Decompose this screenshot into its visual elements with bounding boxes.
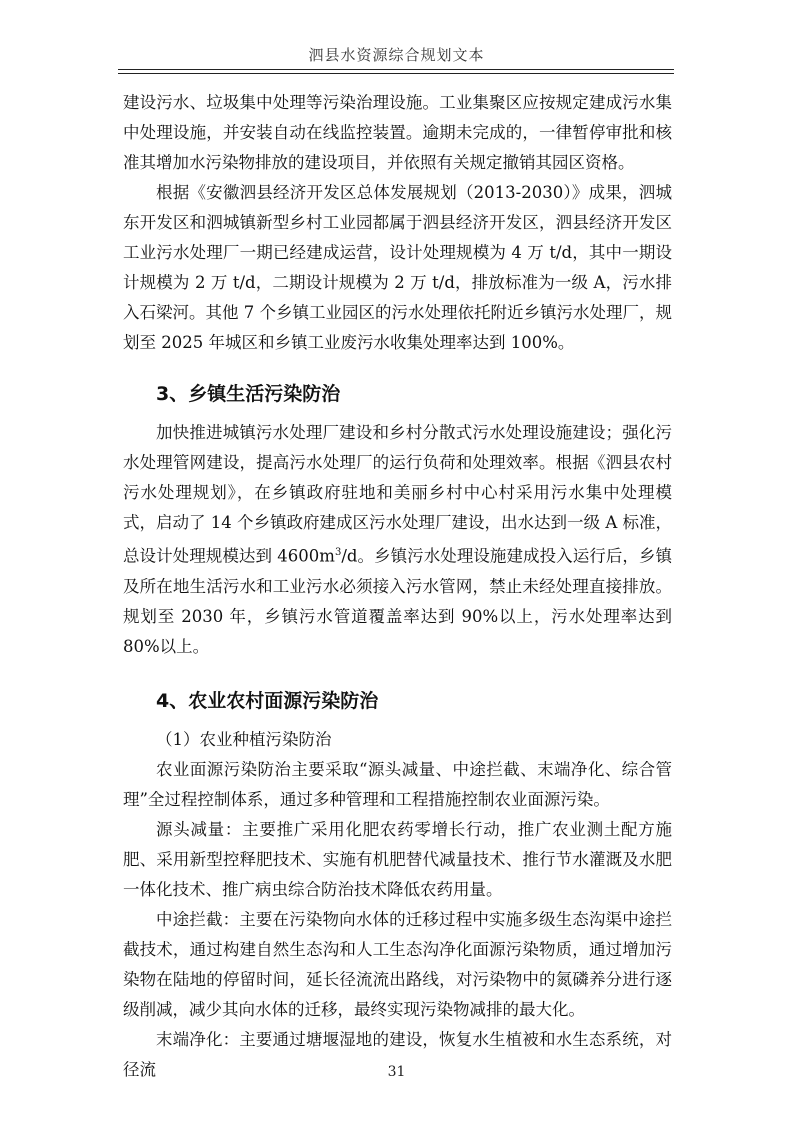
section-heading-3: 3、乡镇生活污染防治 — [156, 383, 341, 405]
paragraph-2: 根据《安徽泗县经济开发区总体发展规划（2013-2030）》成果，泗城东开发区和泗城镇新型乡村工业园都属于泗县经济开发区，泗县经济开发区工业污水处理厂一期已经建成运营，设计处理规模为 4 万 t/d，其中一期设计规模为 2 万 t/d，二期设计规模为 2 万 t/d，排放标准为一级 A，污水排入石梁河。其他 7 个乡镇工业园区的污水处理依托附近乡镇污水处理厂，规划至 2025 年城区和乡镇工业废污水收集处理率达到 100%。 — [123, 183, 672, 352]
header-rule-thin — [118, 73, 674, 74]
paragraph-3-part-a: 加快推进城镇污水处理厂建设和乡村分散式污水处理设施建设；强化污水处理管网建设，提高污水处理厂的运行负荷和处理效率。根据《泗县农村污水处理规划》，在乡镇政府驻地和美丽乡村中心村采用污水集中处理模式，启动了 14 个乡镇政府建成区污水处理厂建设，出水达到一级 A 标准，总设计处理规模达到 4600m — [123, 423, 672, 566]
paragraph-1: 建设污水、垃圾集中处理等污染治理设施。工业集聚区应按规定建成污水集中处理设施，并安装自动在线监控装置。逾期未完成的，一律暂停审批和核准其增加水污染物排放的建设项目，并依照有关规定撤销其园区资格。 — [123, 93, 672, 172]
paragraph-5: 源头减量：主要推广采用化肥农药零增长行动，推广农业测土配方施肥、采用新型控释肥技术、实施有机肥替代减量技术、推行节水灌溉及水肥一体化技术、推广病虫综合防治技术降低农药用量。 — [123, 819, 672, 899]
paragraph-3 — [123, 418, 672, 662]
header-rule-thick — [118, 69, 674, 70]
section-heading-4: 4、农业农村面源污染防治 — [156, 689, 379, 712]
page-number: 31 — [387, 1064, 406, 1080]
subsection-heading-1: （1）农业种植污染防治 — [156, 729, 332, 749]
paragraph-6: 中途拦截：主要在污染物向水体的迁移过程中实施多级生态沟渠中途拦截技术，通过构建自然生态沟和人工生态沟净化面源污染物质，通过增加污染物在陆地的停留时间，延长径流流出路线，对污染物中的氮磷养分进行逐级削减，减少其向水体的迁移，最终实现污染物减排的最大化。 — [123, 909, 672, 1019]
paragraph-7: 末端净化：主要通过塘堰湿地的建设，恢复水生植被和水生态系统，对径流 — [123, 1029, 672, 1079]
running-header: 泗县水资源综合规划文本 — [308, 46, 485, 64]
paragraph-3-part-b: /d。乡镇污水处理设施建成投入运行后，乡镇及所在地生活污水和工业污水必须接入污水管网，禁止未经处理直接排放。规划至 2030 年，乡镇污水管道覆盖率达到 90%以上，污水处理率达到 80%以上。 — [123, 546, 672, 656]
paragraph-4: 农业面源污染防治主要采取“源头减量、中途拦截、末端净化、综合管理”全过程控制体系，通过多种管理和工程措施控制农业面源污染。 — [123, 759, 672, 809]
superscript-3: 3 — [334, 547, 342, 558]
page-body — [123, 88, 672, 1085]
